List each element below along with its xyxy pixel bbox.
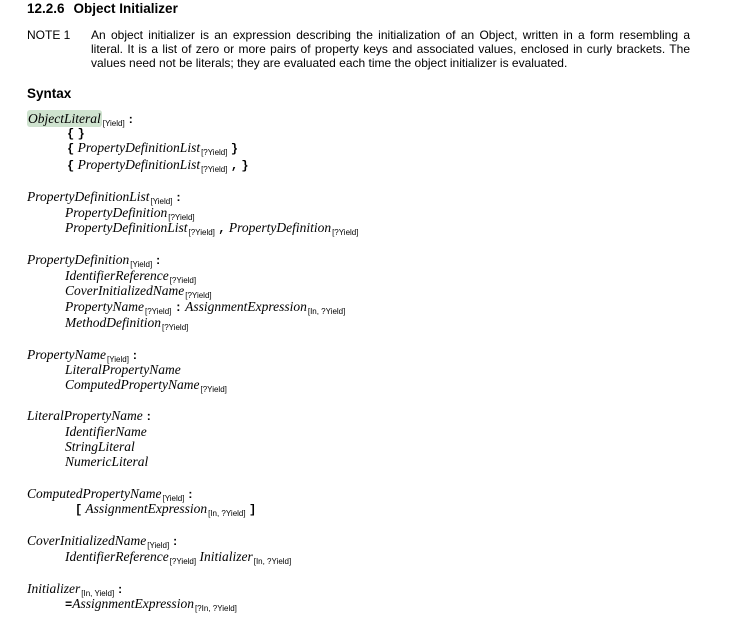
nonterminal: AssignmentExpression — [72, 596, 194, 611]
nonterminal: PropertyDefinitionList — [77, 157, 201, 172]
production-rhs — [65, 454, 148, 470]
production-rhs — [65, 439, 135, 455]
nonterminal: PropertyName — [65, 299, 144, 314]
production-colon: : — [188, 487, 193, 501]
nonterminal-lhs: PropertyDefinitionList — [27, 189, 150, 204]
nonterminal: IdentifierReference — [65, 268, 169, 283]
terminal-brace-open: { — [67, 142, 75, 156]
production-rhs — [67, 157, 249, 178]
param-sub: [?Yield] — [188, 228, 215, 237]
param-sub: [Yield] — [150, 197, 173, 206]
param-sub: [?Yield] — [200, 385, 227, 394]
syntax-heading: Syntax — [27, 86, 72, 101]
nonterminal: Initializer — [199, 549, 253, 564]
nonterminal-lhs: CoverInitializedName — [27, 533, 147, 548]
nonterminal-lhs: PropertyName — [27, 347, 106, 362]
terminal-bracket-close: ] — [248, 503, 257, 517]
terminal-colon: : — [174, 301, 182, 315]
section-number: 12.2.6 — [27, 1, 65, 16]
terminal-brace-open: { — [67, 159, 75, 173]
production-colon: : — [176, 190, 181, 204]
nonterminal: PropertyDefinition — [228, 220, 332, 235]
nonterminal-lhs: PropertyDefinition — [27, 252, 130, 267]
param-sub: [?Yield] — [168, 213, 195, 222]
param-sub: [In, ?Yield] — [253, 557, 292, 566]
nonterminal: IdentifierReference — [65, 549, 169, 564]
terminal-brace-close: } — [230, 142, 239, 156]
nonterminal-lhs: Initializer — [27, 581, 81, 596]
nonterminal: PropertyDefinition — [65, 205, 168, 220]
terminal-equals: = — [65, 598, 73, 612]
terminal-comma: , — [230, 159, 239, 173]
param-sub: [?Yield] — [201, 165, 228, 174]
param-sub: [?Yield] — [332, 228, 359, 237]
nonterminal: AssignmentExpression — [85, 501, 208, 516]
production-colon: : — [173, 534, 178, 548]
terminal-comma: , — [218, 222, 226, 236]
production-rhs — [65, 596, 237, 617]
nonterminal-lhs: ComputedPropertyName — [27, 486, 162, 501]
production-rhs — [75, 501, 256, 522]
nonterminal: ComputedPropertyName — [65, 377, 200, 392]
param-sub: [In, ?Yield] — [208, 509, 246, 518]
nonterminal: MethodDefinition — [65, 315, 161, 330]
nonterminal-lhs: ObjectLiteral — [28, 111, 101, 126]
nonterminal: PropertyDefinitionList — [65, 220, 188, 235]
production-colon: : — [128, 112, 133, 126]
objectliteral-lhs-highlight[interactable] — [27, 110, 102, 127]
nonterminal: LiteralPropertyName — [65, 362, 181, 377]
param-sub: [Yield] — [102, 119, 125, 128]
param-sub: [Yield] — [147, 541, 170, 550]
note-label: NOTE 1 — [27, 28, 71, 42]
note-text: An object initializer is an expression describing the initialization of an Object, written in a form resembling a literal. It is a list of zero or more pairs of property keys and associated values, enclosed in curly brackets. The values need not be literals; they are evaluated each time the object initializer is evaluated. — [91, 28, 690, 70]
param-sub: [In, ?Yield] — [307, 307, 346, 316]
terminal-bracket-open: [ — [75, 503, 83, 517]
terminal-brace-close: } — [241, 159, 249, 173]
param-sub: [?Yield] — [161, 323, 189, 332]
nonterminal: AssignmentExpression — [185, 299, 307, 314]
section-heading — [27, 1, 178, 16]
production-lhs — [27, 408, 151, 424]
nonterminal: NumericLiteral — [65, 454, 149, 469]
param-sub: [?Yield] — [144, 307, 172, 316]
production-colon: : — [146, 409, 151, 423]
param-sub: [Yield] — [130, 260, 153, 269]
param-sub: [?Yield] — [185, 291, 212, 300]
terminal-brace-open: { — [67, 127, 75, 141]
nonterminal-lhs: LiteralPropertyName — [27, 408, 143, 423]
param-sub: [?Yield] — [201, 148, 228, 157]
production-colon: : — [132, 348, 137, 362]
production-rhs — [65, 549, 291, 570]
param-sub: [Yield] — [162, 494, 185, 503]
param-sub: [?Yield] — [169, 276, 197, 285]
production-rhs — [65, 377, 227, 398]
production-colon: : — [156, 253, 161, 267]
production-rhs — [65, 315, 188, 336]
param-sub: [?Yield] — [169, 557, 197, 566]
production-colon: : — [118, 582, 123, 596]
production-rhs — [65, 424, 147, 440]
terminal-brace-close: } — [77, 127, 85, 141]
param-sub: [?In, ?Yield] — [194, 604, 237, 613]
nonterminal: IdentifierName — [65, 424, 147, 439]
section-title: Object Initializer — [73, 1, 178, 16]
param-sub: [In, Yield] — [81, 589, 115, 598]
nonterminal: StringLiteral — [65, 439, 135, 454]
nonterminal: PropertyDefinitionList — [77, 140, 201, 155]
production-rhs — [65, 220, 358, 241]
nonterminal: CoverInitializedName — [65, 283, 185, 298]
param-sub: [Yield] — [106, 355, 129, 364]
production-rhs — [65, 362, 181, 378]
